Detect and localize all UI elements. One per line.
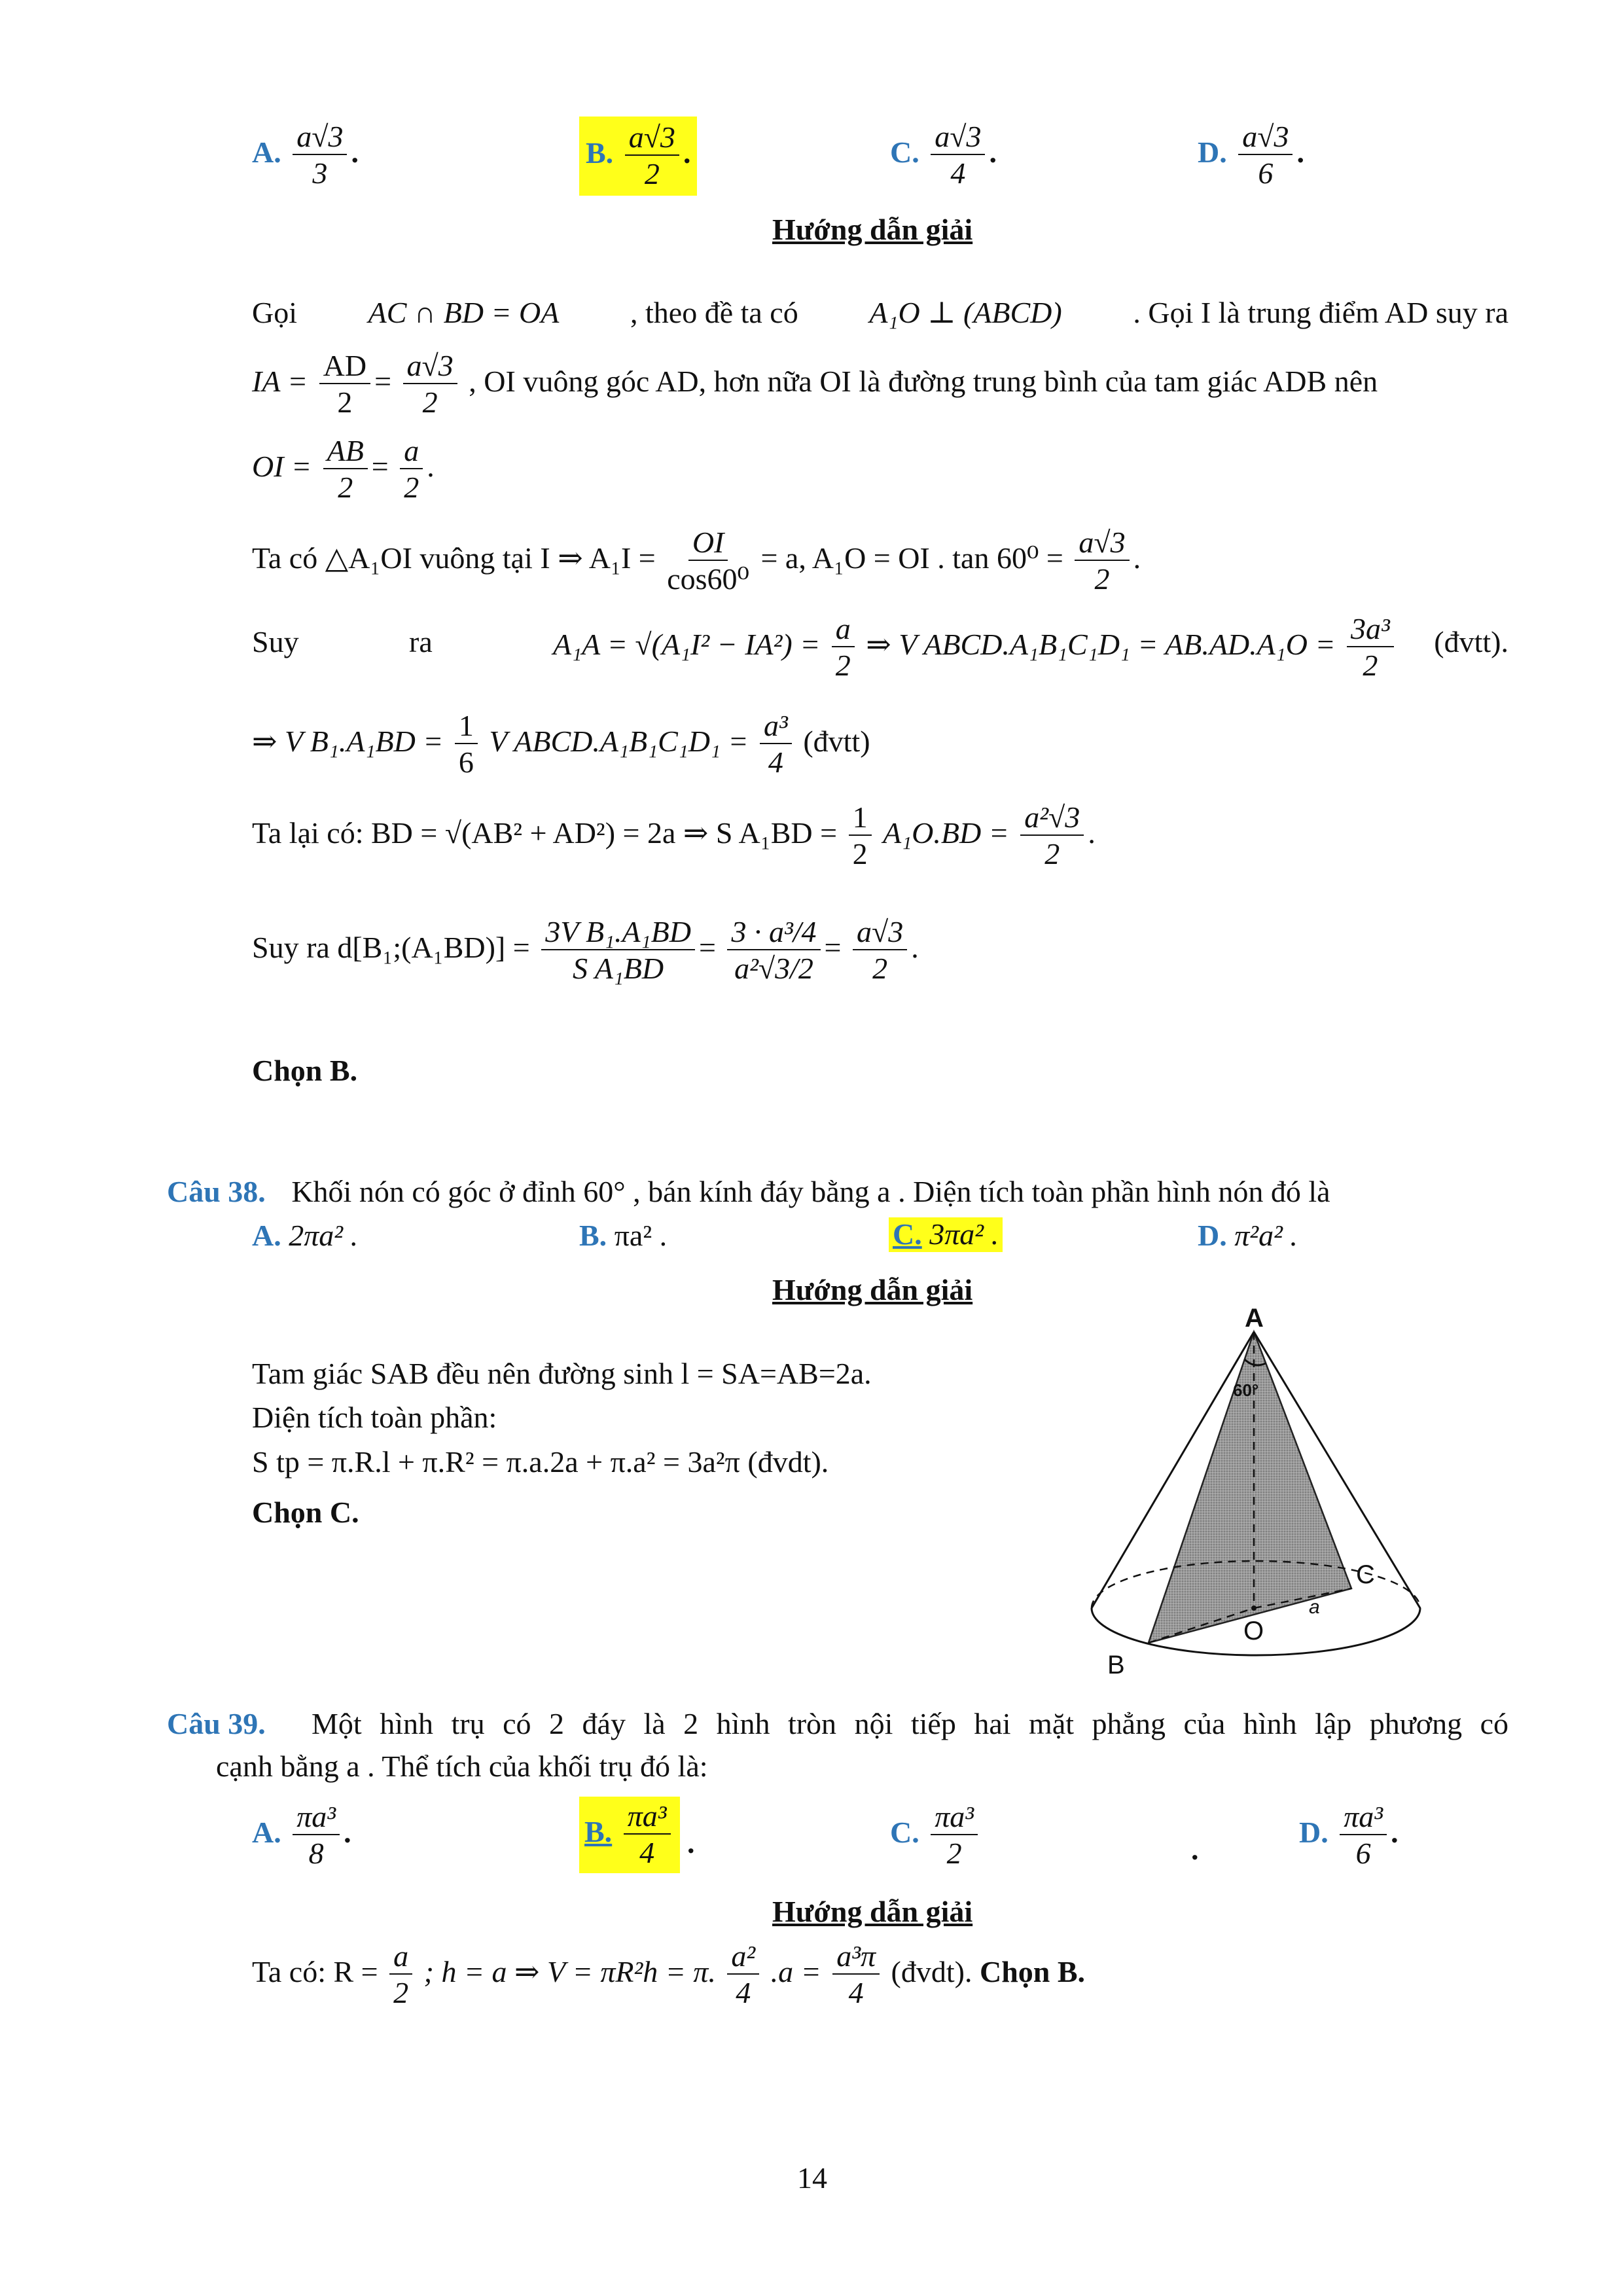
solution-line: Suy ra A₁A = √(A₁I² − IA²) = $\frac{a}{2}$ ⇒ V ABCD.A₁B₁C₁D₁ = AB.AD.A₁O = $\frac{\text{3a³}}{2}$ (đvtt). xyxy=(252,612,1508,683)
q38-option-d[interactable]: D. π²a² . xyxy=(1198,1219,1298,1252)
fraction: $\frac{a}{2}$ xyxy=(400,435,423,504)
fraction: $\frac{\text{3V B₁.A₁BD}}{\text{S A₁BD}}$ xyxy=(541,916,695,985)
solution-line: Suy ra d[B₁;(A₁BD)] = $\frac{\text{3V B₁.A₁BD}}{\text{S A₁BD}}$ = $\frac{\text{3 · a³/4}}{\text{a²√3/2}}$ = $\frac{a√3}{2}$ . xyxy=(252,915,919,986)
option-fraction: $\frac{a√3}{6}$ xyxy=(1238,121,1293,190)
question-text: cạnh bằng a . Thể tích của khối trụ đó là: xyxy=(216,1749,708,1783)
label-c: C xyxy=(1356,1560,1375,1589)
label-b: B xyxy=(1107,1651,1125,1679)
label-angle: 60° xyxy=(1233,1380,1259,1400)
solution-line: Tam giác SAB đều nên đường sinh l = SA=AB=2a. xyxy=(252,1357,872,1390)
fraction: $\frac{a√3}{2}$ xyxy=(403,350,457,419)
q39-option-b[interactable]: B. $\frac{\text{πa³}}{4}$ xyxy=(579,1797,680,1873)
solution-line: Ta có: R = $\frac{a}{2}$ ; h = a ⇒ V = πR²h = π. $\frac{\text{a²}}{4}$ .a = $\frac{\text{a³π}}{4}$ (đvdt). Chọn B. xyxy=(252,1939,1086,2010)
center-point xyxy=(1251,1605,1257,1611)
solution-line: OI = $\frac{AB}{2}$ = $\frac{a}{2}$ . xyxy=(252,434,435,505)
solution-line: IA = $\frac{AD}{2}$ = $\frac{a√3}{2}$ , OI vuông góc AD, hơn nữa OI là đường trung bình của tam giác ADB nên xyxy=(252,349,1378,420)
cone-figure xyxy=(1080,1306,1433,1685)
fraction: $\frac{a}{2}$ xyxy=(832,613,855,682)
solution-heading: Hướng dẫn giải xyxy=(772,1895,973,1928)
answer-choice: Chọn B. xyxy=(252,1054,358,1087)
fraction: $\frac{\text{a³}}{4}$ xyxy=(760,710,792,779)
page-number: 14 xyxy=(797,2161,827,2195)
label-radius: a xyxy=(1309,1596,1320,1618)
answer-choice: Chọn C. xyxy=(252,1496,359,1529)
fraction: $\frac{AB}{2}$ xyxy=(323,435,368,504)
solution-heading: Hướng dẫn giải xyxy=(772,213,973,246)
prev-option-b[interactable]: B. $\frac{a√3}{2}$ . xyxy=(579,117,697,196)
question-39 xyxy=(167,1707,1508,1742)
q39-option-c[interactable]: C. $\frac{\text{πa³}}{2}$ xyxy=(890,1801,982,1870)
label-o: O xyxy=(1243,1617,1264,1645)
solution-line: S tp = π.R.l + π.R² = π.a.2a + π.a² = 3a²π (đvdt). xyxy=(252,1445,829,1479)
fraction: $\frac{\text{3 · a³/4}}{\text{a²√3/2}}$ xyxy=(727,916,820,985)
question-number: Câu 38. xyxy=(167,1175,266,1208)
fraction: $\frac{1}{6}$ xyxy=(455,710,478,779)
fraction: $\frac{\text{3a³}}{2}$ xyxy=(1347,613,1394,682)
question-text: Một hình trụ có 2 đáy là 2 hình tròn nội tiếp hai mặt phẳng của hình lập phương có xyxy=(312,1707,1508,1740)
option-fraction: $\frac{a√3}{2}$ xyxy=(625,122,679,190)
option-label: B. xyxy=(586,135,614,170)
fraction: $\frac{a√3}{2}$ xyxy=(853,916,907,985)
solution-line: Ta có △A₁OI vuông tại I ⇒ A₁I = $\frac{OI}{\text{cos60⁰}}$ = a, A₁O = OI . tan 60⁰ = $\frac{a√3}{2}$ . xyxy=(252,526,1141,596)
q38-option-b[interactable]: B. πa² . xyxy=(579,1219,668,1252)
fraction: $\frac{\text{a²√3}}{2}$ xyxy=(1020,802,1084,870)
label-apex: A xyxy=(1245,1306,1264,1333)
option-fraction: $\frac{a√3}{3}$ xyxy=(293,121,347,190)
prev-option-c[interactable]: C. $\frac{a√3}{4}$ . xyxy=(890,120,997,190)
solution-line: Ta lại có: BD = √(AB² + AD²) = 2a ⇒ S A₁BD = $\frac{1}{2}$ A₁O.BD = $\frac{\text{a²√3}}{2}$ . xyxy=(252,800,1096,871)
question-38 xyxy=(167,1175,1330,1210)
fraction: $\frac{a√3}{2}$ xyxy=(1075,527,1129,596)
question-number: Câu 39. xyxy=(167,1707,266,1740)
prev-option-d[interactable]: D. $\frac{a√3}{6}$ . xyxy=(1198,120,1304,190)
solution-heading: Hướng dẫn giải xyxy=(772,1273,973,1306)
solution-line: Diện tích toàn phần: xyxy=(252,1401,497,1434)
q38-option-a[interactable]: A. 2πa² . xyxy=(252,1219,359,1252)
solution-line: Gọi AC ∩ BD = OA , theo đề ta có A₁O ⊥ (ABCD) . Gọi I là trung điểm AD suy ra xyxy=(252,296,1508,329)
prev-option-a[interactable]: A. $\frac{a√3}{3}$ . xyxy=(252,120,359,190)
option-label: C. xyxy=(890,135,919,169)
option-label: D. xyxy=(1198,135,1227,169)
q39-option-a[interactable]: A. $\frac{\text{πa³}}{8}$ . xyxy=(252,1800,351,1871)
option-tail: . xyxy=(687,1826,695,1859)
shaded-triangle xyxy=(1149,1332,1351,1643)
question-text: Khối nón có góc ở đỉnh 60° , bán kính đáy bằng a . Diện tích toàn phần hình nón đó là xyxy=(291,1175,1330,1208)
option-tail: . xyxy=(1191,1833,1199,1866)
fraction: $\frac{AD}{2}$ xyxy=(319,350,370,419)
solution-line: ⇒ V B₁.A₁BD = $\frac{1}{6}$ V ABCD.A₁B₁C₁D₁ = $\frac{\text{a³}}{4}$ (đvtt) xyxy=(252,709,870,780)
fraction: $\frac{1}{2}$ xyxy=(849,802,872,870)
option-fraction: $\frac{a√3}{4}$ xyxy=(931,121,985,190)
q38-option-c[interactable]: C. 3πa² . xyxy=(889,1217,1003,1252)
q39-option-d[interactable]: D. $\frac{\text{πa³}}{6}$ . xyxy=(1299,1800,1399,1871)
option-label: A. xyxy=(252,135,281,169)
fraction: $\frac{OI}{\text{cos60⁰}}$ xyxy=(667,526,749,596)
